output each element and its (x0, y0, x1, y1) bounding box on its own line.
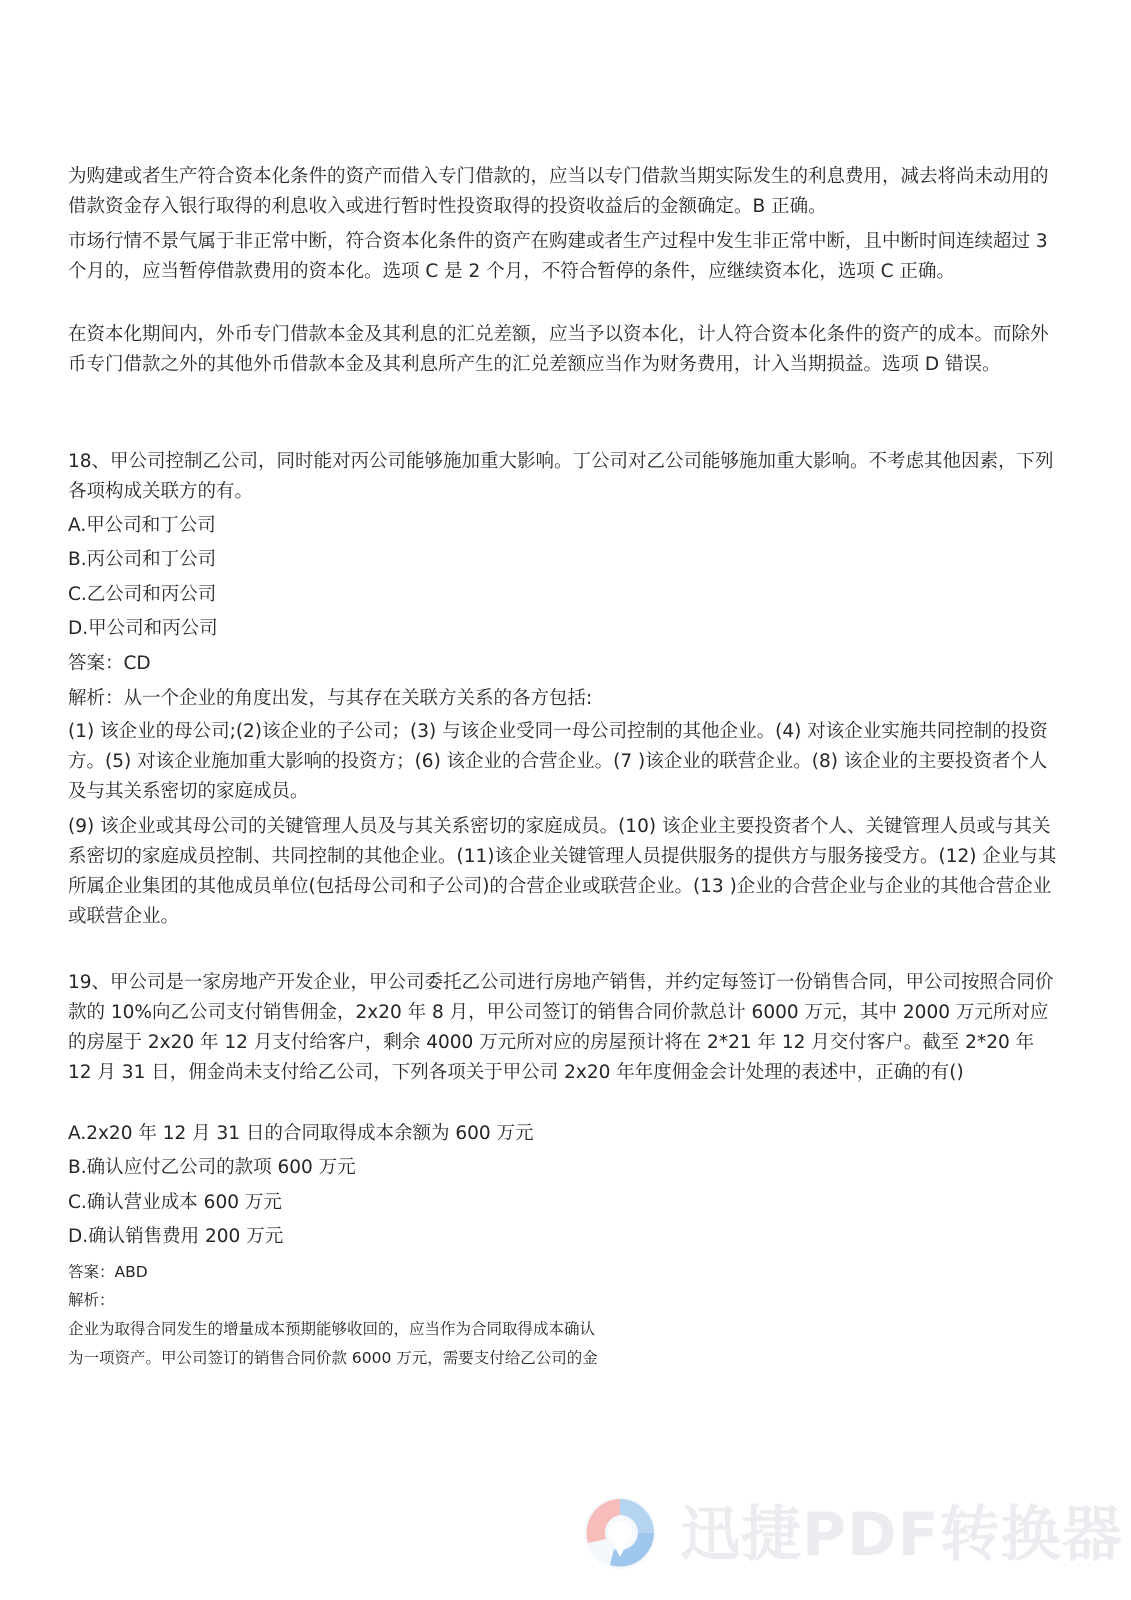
question-19-answer: 答案：ABD (68, 1263, 148, 1281)
question-19-analysis-line-1: 企业为取得合同发生的增量成本预期能够收回的，应当作为合同取得成本确认 (68, 1320, 596, 1338)
question-19-option-a: A.2x20 年 12 月 31 日的合同取得成本余额为 600 万元 (68, 1123, 534, 1144)
question-19-option-d: D.确认销售费用 200 万元 (68, 1226, 284, 1247)
question-18-option-c: C.乙公司和丙公司 (68, 584, 217, 605)
question-18-option-b: B.丙公司和丁公司 (68, 549, 217, 570)
pdf-converter-logo-icon (580, 1493, 660, 1573)
question-19-option-c: C.确认营业成本 600 万元 (68, 1192, 282, 1213)
paragraph-borrowing-cost-b: 为购建或者生产符合资本化条件的资产而借入专门借款的，应当以专门借款当期实际发生的利息费用，减去将尚未动用的借款资金存入银行取得的利息收入或进行暂时性投资取得的投资收益后的金额确定。B 正确。 (68, 166, 1049, 217)
question-19-analysis-label: 解析： (68, 1291, 115, 1309)
question-18-analysis-2: (9) 该企业或其母公司的关键管理人员及与其关系密切的家庭成员。(10) 该企业主要投资者个人、关键管理人员或与其关系密切的家庭成员控制、共同控制的其他企业。(11)该企业关键管理人员提供服务的提供方与服务接受方。(12) 企业与其所属企业集团的其他成员单位(包括母公司和子公司)的合营企业或联营企业。(13 )企业的合营企业与企业的其他合营企业或联营企业。 (68, 816, 1057, 927)
question-19-option-b: B.确认应付乙公司的款项 600 万元 (68, 1157, 356, 1178)
watermark (580, 1485, 1123, 1585)
question-18-option-d: D.甲公司和丙公司 (68, 618, 218, 639)
paragraph-interruption-c: 市场行情不景气属于非正常中断，符合资本化条件的资产在购建或者生产过程中发生非正常中断，且中断时间连续超过 3 个月的，应当暂停借款费用的资本化。选项 C 是 2 个月，不符合暂停的条件，应继续资本化，选项 C 正确。 (68, 231, 1048, 282)
question-18-stem: 18、甲公司控制乙公司，同时能对丙公司能够施加重大影响。丁公司对乙公司能够施加重大影响。不考虑其他因素，下列各项构成关联方的有。 (68, 451, 1054, 502)
question-18-analysis-1: (1) 该企业的母公司;(2)该企业的子公司；(3) 与该企业受同一母公司控制的其他企业。(4) 对该企业实施共同控制的投资方。(5) 对该企业施加重大影响的投资方；(6) 该企业的合营企业。(7 )该企业的联营企业。(8) 该企业的主要投资者个人及与其关系密切的家庭成员。 (68, 721, 1048, 802)
question-19-analysis-line-2: 为一项资产。甲公司签订的销售合同价款 6000 万元，需要支付给乙公司的金 (68, 1349, 598, 1367)
question-18-analysis-intro: 解析：从一个企业的角度出发，与其存在关联方关系的各方包括: (68, 688, 593, 709)
paragraph-foreign-currency-d: 在资本化期间内，外币专门借款本金及其利息的汇兑差额，应当予以资本化，计人符合资本化条件的资产的成本。而除外币专门借款之外的其他外币借款本金及其利息所产生的汇兑差额应当作为财务费用，计入当期损益。选项 D 错误。 (68, 324, 1049, 375)
question-18-answer: 答案：CD (68, 653, 151, 674)
question-18-option-a: A.甲公司和丁公司 (68, 515, 216, 536)
question-19-stem: 19、甲公司是一家房地产开发企业，甲公司委托乙公司进行房地产销售，并约定每签订一份销售合同，甲公司按照合同价款的 10%向乙公司支付销售佣金，2x20 年 8 月，甲公司签订的销售合同价款总计 6000 万元，其中 2000 万元所对应的房屋于 2x20 年 12 月支付给客户，剩余 4000 万元所对应的房屋预计将在 2*21 年 12 月交付客户。截至 2*20 年 12 月 31 日，佣金尚未支付给乙公司，下列各项关于甲公司 2x20 年年度佣金会计处理的表述中，正确的有() (68, 972, 1054, 1083)
watermark-text: 迅捷PDF转换器 (680, 1500, 1123, 1570)
